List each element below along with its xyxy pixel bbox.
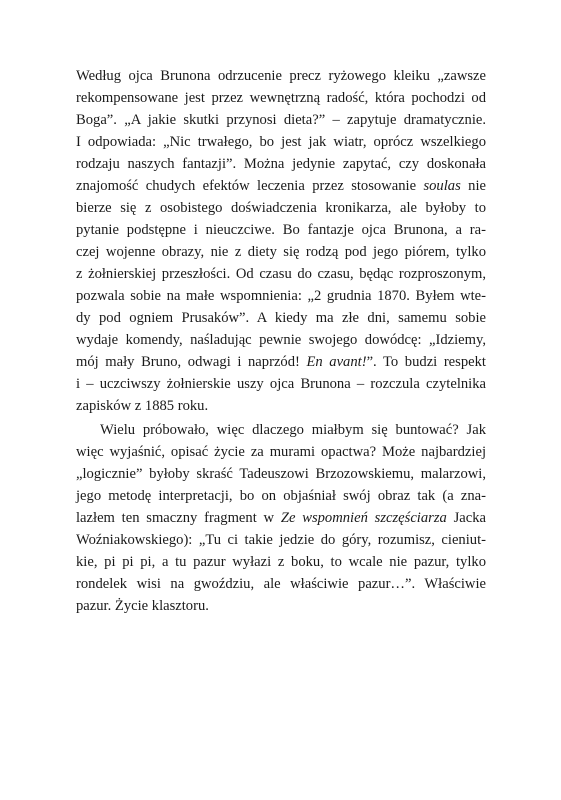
text-line: mój mały Bruno, odwagi i naprzód! En avant!”. To budzi respekt <box>76 354 486 370</box>
text-line: I odpowiada: „Nic trwałego, bo jest jak wiatr, oprócz wszelkiego <box>76 134 486 150</box>
text-line: pozwala sobie na małe wspomnienia: „2 grudnia 1870. Byłem wte- <box>76 288 486 304</box>
text-line: dy pod ogniem Prusaków”. A kiedy ma złe dni, samemu sobie <box>76 310 486 326</box>
text-line: i – uczciwszy żołnierskie uszy ojca Brunona – rozczula czytelnika <box>76 376 486 392</box>
text-line: rodzaju naszych fantazji”. Można jedynie zapytać, czy doskonała <box>76 156 486 172</box>
text-line: rondelek wisi na gwoździu, ale właściwie pazur…”. Właściwie <box>76 576 486 592</box>
paragraph-1 <box>76 65 486 417</box>
paragraph-2 <box>76 419 486 617</box>
text-line: czej wojenne obrazy, nie z diety się rodzą pod jego piórem, tylko <box>76 244 486 260</box>
text-line: pazur. Życie klasztoru. <box>76 598 209 614</box>
text-line: Boga”. „A jakie skutki przynosi dieta?” – zapytuje dramatycznie. <box>76 112 486 128</box>
text-line: kie, pi pi pi, a tu pazur wyłazi z boku, to wcale nie pazur, tylko <box>76 554 486 570</box>
text-line: więc wyjaśnić, opisać życie za murami opactwa? Może najbardziej <box>76 444 486 460</box>
text-line: bierze się z osobistego doświadczenia kronikarza, ale byłoby to <box>76 200 486 216</box>
text-line: Według ojca Brunona odrzucenie precz ryżowego kleiku „zawsze <box>76 68 486 84</box>
italic-term: soulas <box>423 178 461 194</box>
text-line: znajomość chudych efektów leczenia przez stosowanie soulas nie <box>76 178 486 194</box>
text-line: Woźniakowskiego): „Tu ci takie jedzie do góry, rozumisz, cieniut- <box>76 532 486 548</box>
text-line: pytanie podstępne i nieuczciwe. Bo fantazje ojca Brunona, a ra- <box>76 222 486 238</box>
text-line: jego metodę interpretacji, bo on objaśniał swój obraz tak (a zna- <box>76 488 486 504</box>
text-line: lazłem ten smaczny fragment w Ze wspomnień szczęściarza Jacka <box>76 510 486 526</box>
text-line: zapisków z 1885 roku. <box>76 398 209 414</box>
italic-book-title: Ze wspomnień szczęściarza <box>280 510 447 526</box>
text-line: „logicznie” byłoby skraść Tadeuszowi Brzozowskiemu, malarzowi, <box>76 466 486 482</box>
text-line: wydaje komendy, naśladując pewnie swojego dowódcę: „Idziemy, <box>76 332 486 348</box>
text-line: rekompensowane jest przez wewnętrzną radość, która pochodzi od <box>76 90 486 106</box>
text-line: z żołnierskiej przeszłości. Od czasu do czasu, będąc rozproszonym, <box>76 266 486 282</box>
text-line: Wielu próbowało, więc dlaczego miałbym się buntować? Jak <box>100 422 486 438</box>
italic-term: En avant! <box>306 354 367 370</box>
